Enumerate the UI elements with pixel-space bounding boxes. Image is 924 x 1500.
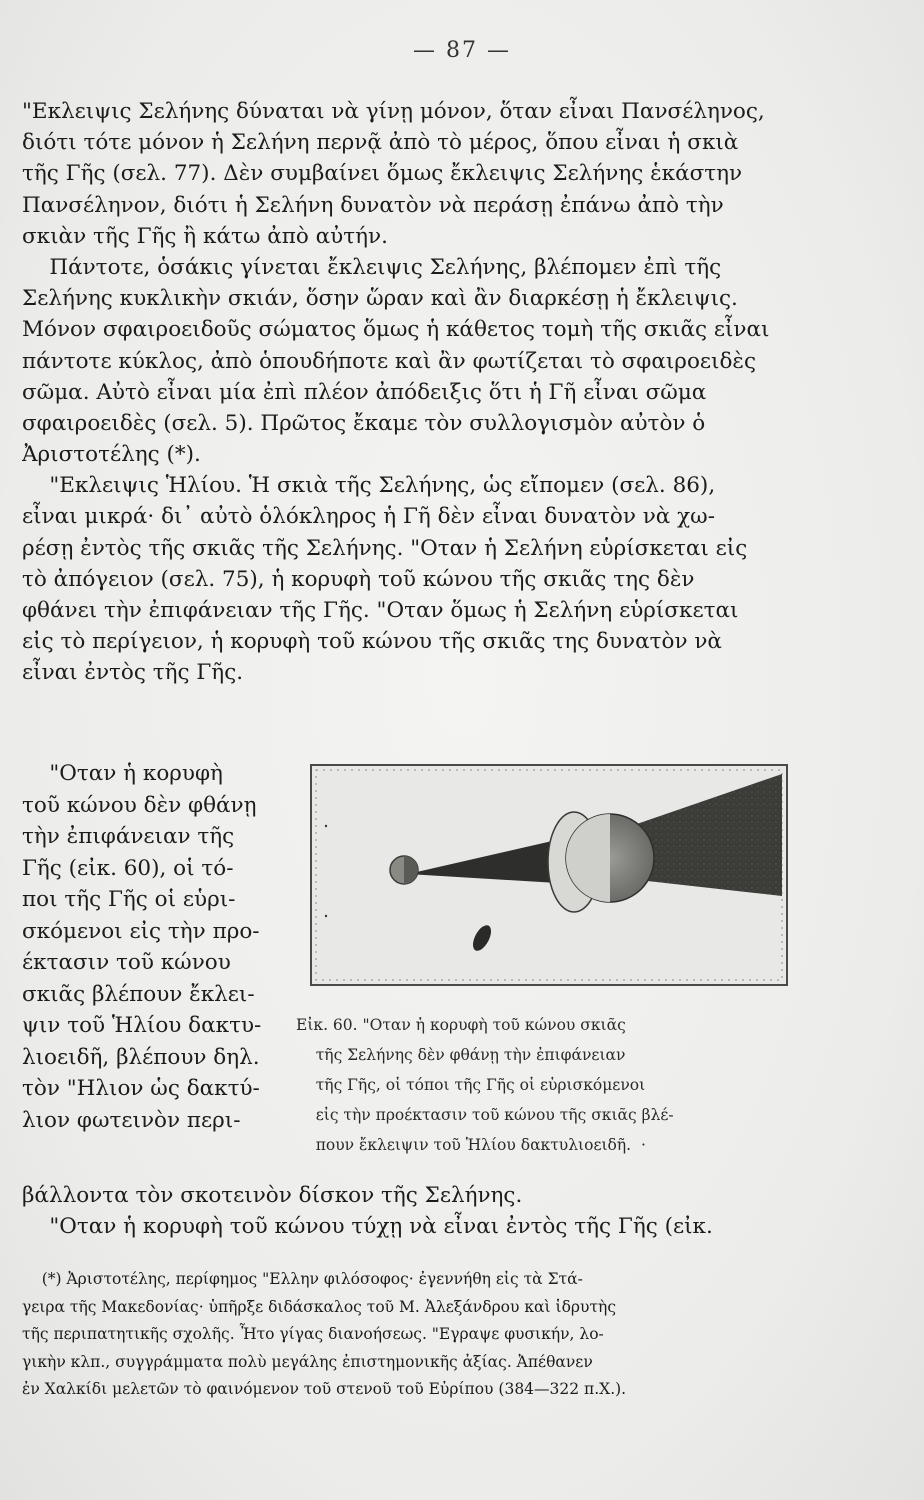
text-line: "Εκλειψις Σελήνης δύναται νὰ γίνῃ μόνον, ὅταν εἶναι Πανσέληνος, [22, 99, 765, 124]
speck-mark [325, 825, 327, 827]
text-line: Μόνον σφαιροειδοῦς σώματος ὅμως ἡ κάθετος τομὴ τῆς σκιᾶς εἶναι [22, 317, 770, 343]
text-line: πάντοτε κύκλος, ἀπὸ ὁπουδήποτε καὶ ἂν φωτίζεται τὸ σφαιροειδὲς [22, 348, 756, 374]
text-line: σκόμενοι εἰς τὴν προ- [22, 918, 260, 944]
footnote-line: γειρα τῆς Μακεδονίας· ὑπῆρξε διδάσκαλος τοῦ Μ. Ἀλεξάνδρου καὶ ἱδρυτὴς [22, 1297, 617, 1316]
main-text [22, 96, 787, 689]
text-line: Πάντοτε, ὁσάκις γίνεται ἔκλειψις Σελήνης, βλέπομεν ἐπὶ τῆς [22, 254, 722, 280]
footnote-line: (*) Ἀριστοτέλης, περίφημος "Ελλην φιλόσοφος· ἐγεννήθη εἰς τὰ Στά- [22, 1270, 583, 1288]
text-line: διότι τότε μόνον ἡ Σελήνη περνᾷ ἀπὸ τὸ μέρος, ὅπου εἶναι ἡ σκιὰ [22, 130, 739, 156]
caption-line: τῆς Σελήνης δὲν φθάνῃ τὴν ἐπιφάνειαν [296, 1046, 626, 1064]
text-line: "Οταν ἡ κορυφὴ [22, 761, 223, 786]
figure-caption [296, 1010, 786, 1160]
text-line: σκιὰν τῆς Γῆς ἢ κάτω ἀπὸ αὐτήν. [22, 223, 388, 249]
text-after-figure [22, 1180, 787, 1242]
paragraph-lunar-eclipse [22, 96, 787, 252]
page-number: — 87 — [413, 38, 511, 63]
footnote-line: ἐν Χαλκίδι μελετῶν τὸ φαινόμενον τοῦ στενοῦ τοῦ Εὐρίπου (384—322 π.Χ.). [22, 1380, 627, 1398]
text-line: τῆς Γῆς (σελ. 77). Δὲν συμβαίνει ὅμως ἔκλειψις Σελήνης ἑκάστην [22, 161, 743, 187]
text-beside-figure [22, 758, 272, 1136]
text-line: Πανσέληνον, διότι ἡ Σελήνη δυνατὸν νὰ περάσῃ ἐπάνω ἀπὸ τὴν [22, 192, 724, 218]
annular-eclipse-diagram [312, 766, 786, 984]
moon-shadow-half [404, 856, 418, 884]
text-line: σκιᾶς βλέπουν ἔκλει- [22, 981, 255, 1007]
caption-line: πουν ἔκλειψιν τοῦ Ἡλίου δακτυλιοειδῆ. · [296, 1136, 646, 1154]
text-line: Ἀριστοτέλης (*). [22, 442, 201, 468]
caption-line: Εἰκ. 60. "Οταν ἡ κορυφὴ τοῦ κώνου σκιᾶς [296, 1016, 626, 1034]
text-line: φθάνει τὴν ἐπιφάνειαν τῆς Γῆς. "Οταν ὅμως ἡ Σελήνη εὑρίσκεται [22, 598, 739, 623]
paragraph-shadow-shape [22, 252, 787, 470]
text-line: σῶμα. Αὐτὸ εἶναι μία ἐπὶ πλέον ἀπόδειξις ὅτι ἡ Γῆ εἶναι σῶμα [22, 379, 707, 405]
footnote [22, 1266, 792, 1404]
text-line: έκτασιν τοῦ κώνου [22, 950, 231, 975]
footnote-line: τῆς περιπατητικῆς σχολῆς. Ἦτο γίγας διανοήσεως. "Εγραψε φυσικήν, λο- [22, 1325, 604, 1343]
text-line: εἶναι ἐντὸς τῆς Γῆς. [22, 660, 244, 686]
text-line: σφαιροειδὲς (σελ. 5). Πρῶτος ἔκαμε τὸν συλλογισμὸν αὐτὸν ὁ [22, 410, 706, 436]
ink-blot [469, 922, 495, 953]
text-line: τὸν "Ηλιον ὡς δακτύ- [22, 1076, 260, 1101]
footnote-line: γικὴν κλπ., συγγράμματα πολὺ μεγάλης ἐπιστημονικῆς ἀξίας. Ἀπέθανεν [22, 1352, 593, 1371]
text-line: ρέσῃ ἐντὸς τῆς σκιᾶς τῆς Σελήνης. "Οταν ἡ Σελήνη εὑρίσκεται εἰς [22, 535, 748, 561]
eclipse-figure [310, 764, 788, 986]
text-line: Γῆς (εἰκ. 60), οἱ τό- [22, 855, 234, 881]
caption-line: τῆς Γῆς, οἱ τόποι τῆς Γῆς οἱ εὑρισκόμενοι [296, 1076, 646, 1094]
speck-mark [325, 915, 327, 917]
text-line: τὴν ἐπιφάνειαν τῆς [22, 824, 235, 849]
text-line: ποι τῆς Γῆς οἱ εὑρι- [22, 887, 236, 912]
text-line: εἶναι μικρά· δι᾽ αὐτὸ ὁλόκληρος ἡ Γῆ δὲν εἶναι δυνατὸν νὰ χω- [22, 504, 715, 530]
text-line: "Οταν ἡ κορυφὴ τοῦ κώνου τύχῃ νὰ εἶναι ἐντὸς τῆς Γῆς (εἰκ. [22, 1214, 713, 1240]
paragraph-solar-eclipse [22, 470, 787, 688]
text-line: εἰς τὸ περίγειον, ἡ κορυφὴ τοῦ κώνου τῆς σκιᾶς της δυνατὸν νὰ [22, 629, 722, 655]
text-line: Σελήνης κυκλικὴν σκιάν, ὅσην ὥραν καὶ ἂν διαρκέσῃ ἡ ἔκλειψις. [22, 286, 738, 312]
text-line: λιον φωτεινὸν περι- [22, 1107, 241, 1133]
text-line: βάλλοντα τὸν σκοτεινὸν δίσκον τῆς Σελήνης. [22, 1183, 523, 1208]
text-line: τοῦ κώνου δὲν φθάνῃ [22, 792, 257, 818]
text-line: "Εκλειψις Ἡλίου. Ἡ σκιὰ τῆς Σελήνης, ὡς εἴπομεν (σελ. 86), [22, 473, 716, 499]
caption-line: εἰς τὴν προέκτασιν τοῦ κώνου τῆς σκιᾶς βλέ- [296, 1106, 674, 1124]
text-line: ψιν τοῦ Ἡλίου δακτυ- [22, 1013, 262, 1038]
text-line: λιοειδῆ, βλέπουν δηλ. [22, 1044, 260, 1070]
text-line: τὸ ἀπόγειον (σελ. 75), ἡ κορυφὴ τοῦ κώνου τῆς σκιᾶς της δὲν [22, 566, 695, 592]
